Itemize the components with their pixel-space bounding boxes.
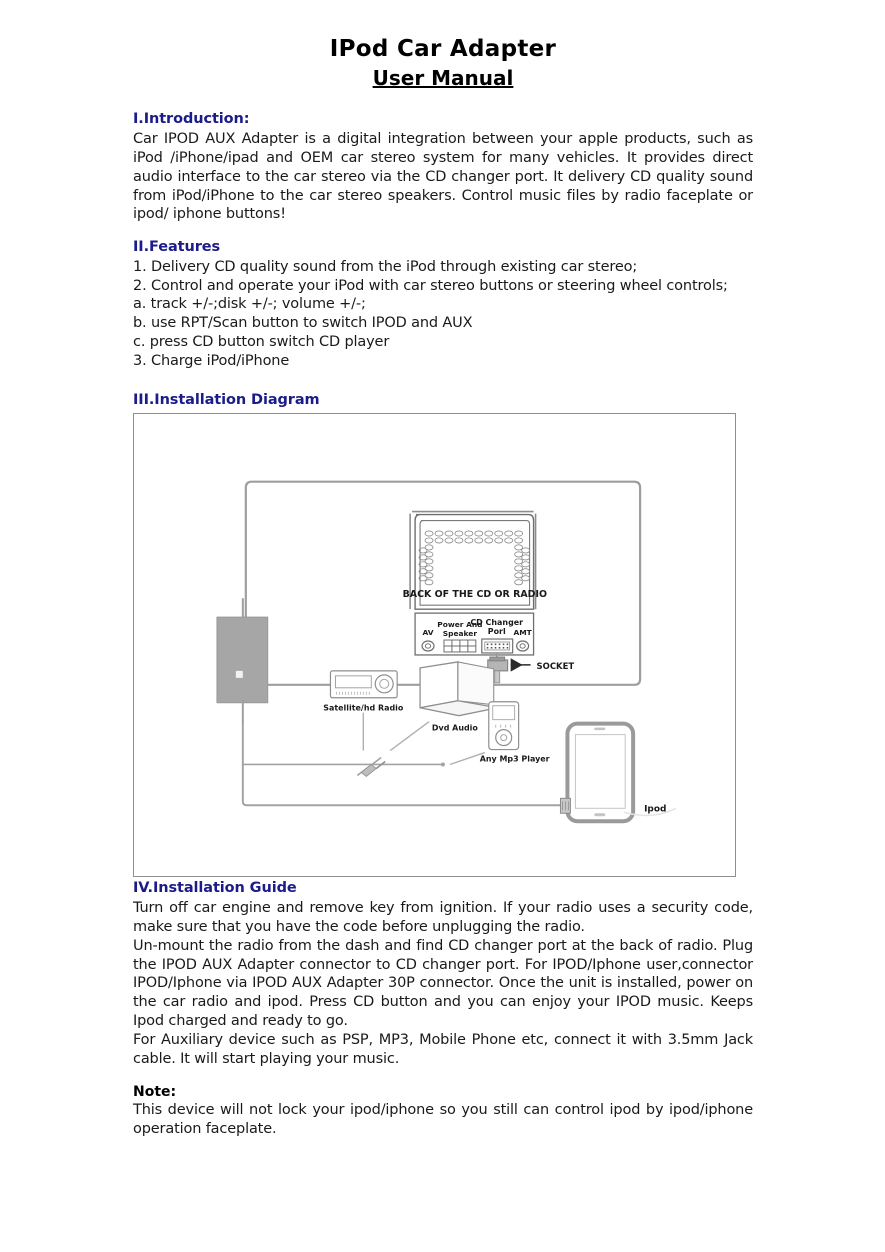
installation-guide-paragraph: Un-mount the radio from the dash and find CD changer port at the back of radio. Plug the IPOD AUX Adapter connector to CD changer port. For IPOD/Iphone user,connector IPOD/Iphone via IPOD AUX Adapter 30P connector. Once the unit is installed, power on the car radio and ipod. Press CD button and you can enjoy your IPOD music. Keeps Ipod charged and ready to go.: [133, 937, 753, 1030]
power-speaker-label-line2: Speaker: [442, 629, 478, 639]
dock-connector-plug-icon: [560, 799, 570, 814]
document-content: [133, 36, 753, 1139]
aux-branch-endpoint: [441, 763, 445, 767]
feature-item: 3. Charge iPod/iPhone: [133, 353, 290, 369]
feature-item: a. track +/-;disk +/-; volume +/-;: [133, 296, 366, 313]
radio-back-label: BACK OF THE CD OR RADIO: [402, 589, 548, 601]
feature-item: 2. Control and operate your iPod with car stereo buttons or steering wheel controls;: [133, 277, 728, 294]
feature-item: b. use RPT/Scan button to switch IPOD and AUX: [133, 315, 473, 332]
features-heading: II.Features: [133, 239, 221, 256]
installation-guide-heading: IV.Installation Guide: [133, 880, 297, 897]
page-subtitle: User Manual: [372, 66, 514, 91]
mp3-player-label: Any Mp3 Player: [479, 754, 550, 764]
satellite-radio-label: Satellite/hd Radio: [323, 704, 404, 714]
aux-jack-plug-icon: [357, 758, 385, 777]
feature-item: 1. Delivery CD quality sound from the iPod through existing car stereo;: [133, 258, 638, 275]
satellite-radio-icon: [330, 671, 397, 698]
introduction-heading: I.Introduction:: [133, 111, 250, 128]
page-title: IPod Car Adapter: [329, 36, 557, 62]
installation-diagram-graphic: [134, 414, 735, 876]
av-label: AV: [422, 628, 434, 638]
adapter-indicator: [236, 671, 243, 678]
power-speaker-label-line1: Power And: [437, 620, 483, 630]
note-heading: Note:: [133, 1083, 177, 1100]
aux-adapter-box: [217, 618, 268, 704]
section-note: [133, 1083, 753, 1140]
introduction-body: Car IPOD AUX Adapter is a digital integration between your apple products, such as iPod /iPhone/ipad and OEM car stereo system for many vehicles. It provides direct audio interface to the car stereo via the CD changer port. It delivery CD quality sound from iPod/iPhone to the car stereo speakers. Control music files by radio faceplate or ipod/ iphone buttons!: [133, 131, 753, 223]
feature-item: c. press CD button switch CD player: [133, 334, 390, 351]
socket-label: SOCKET: [536, 661, 575, 672]
dvd-connection-line: [390, 722, 429, 751]
spacer: [133, 371, 753, 391]
cd-changer-label-line2: Porl: [487, 627, 506, 637]
ipod-label: Ipod: [644, 804, 667, 815]
installation-diagram-heading: III.Installation Diagram: [133, 391, 320, 408]
section-installation-guide: [133, 879, 753, 1068]
spacer: [133, 90, 753, 110]
spacer: [133, 1069, 753, 1083]
installation-guide-paragraph: For Auxiliary device such as PSP, MP3, Mobile Phone etc, connect it with 3.5mm Jack cable. It will start playing your music.: [133, 1031, 753, 1067]
note-body: This device will not lock your ipod/iphone so you still can control ipod by ipod/iphone operation faceplate.: [133, 1102, 753, 1138]
section-installation-diagram: [133, 391, 753, 878]
section-features: [133, 238, 753, 371]
dvd-audio-label: Dvd Audio: [431, 724, 478, 734]
installation-guide-paragraph: Turn off car engine and remove key from ignition. If your radio uses a security code, make sure that you have the code before unplugging the radio.: [133, 899, 753, 935]
ipod-device-icon: [567, 724, 633, 822]
mp3-player-icon: [489, 702, 519, 750]
installation-diagram-figure: [133, 413, 736, 877]
amt-label: AMT: [513, 628, 532, 638]
dvd-audio-icon: [420, 662, 498, 716]
section-introduction: [133, 110, 753, 224]
spacer: [133, 224, 753, 238]
cd-changer-label-line1: CD Changer: [470, 618, 524, 628]
